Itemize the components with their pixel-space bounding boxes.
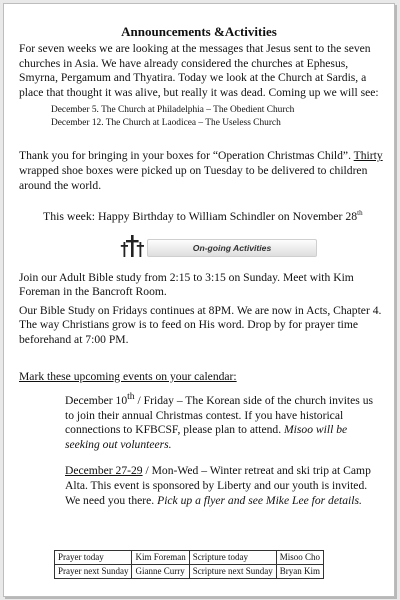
birthday-line: This week: Happy Birthday to William Schindler on November 28th	[43, 209, 363, 224]
table-cell: Prayer next Sunday	[55, 565, 132, 579]
table-cell: Kim Foreman	[132, 551, 189, 565]
table-cell: Gianne Curry	[132, 565, 189, 579]
announcements-body	[19, 42, 384, 508]
schedule-item: December 12. The Church at Laodicea – The Useless Church	[51, 118, 281, 129]
crosses-icon	[119, 233, 145, 259]
table-cell: Bryan Kim	[276, 565, 323, 579]
table-row	[55, 565, 324, 579]
table-cell: Scripture next Sunday	[189, 565, 276, 579]
calendar-heading: Mark these upcoming events on your calendar:	[19, 369, 237, 383]
schedule-item: December 5. The Church at Philadelphia – The Obedient Church	[51, 105, 295, 116]
table-cell: Prayer today	[55, 551, 132, 565]
calendar-event: December 27-29 / Mon-Wed – Winter retreat and ski trip at Camp Alta. This event is sponsored by Liberty and our youth is invited. We need you there. Pick up a flyer and see Mike Lee for details.	[65, 464, 371, 507]
table-cell: Misoo Cho	[276, 551, 323, 565]
thanks-count: Thirty	[353, 149, 383, 163]
bulletin-page	[3, 3, 395, 597]
table-cell: Scripture today	[189, 551, 276, 565]
schedule-list	[51, 104, 384, 130]
thanks-paragraph: Thank you for bringing in your boxes for “Operation Christmas Child”. Thirty wrapped shoe boxes were picked up on Tuesday to be delivered to children around the world.	[19, 149, 383, 192]
ongoing-activities-label: On-going Activities	[147, 239, 317, 257]
ongoing-item: Our Bible Study on Fridays continues at 8PM. We are now in Acts, Chapter 4. The way Christians grow is to feed on His word. Drop by for prayer time beforehand at 7:00 PM.	[19, 303, 382, 347]
table-row	[55, 551, 324, 565]
intro-paragraph: For seven weeks we are looking at the messages that Jesus sent to the seven churches in Asia. We have already considered the churches at Ephesus, Smyrna, Pergamum and Thyatira. Today we look at the Church at Sardis, a place that thought it was alive, but really it was dead. Coming up we will see:	[19, 42, 379, 99]
page-title: Announcements &Activities	[121, 24, 277, 39]
calendar-event: December 10th / Friday – The Korean side of the church invites us to join their annual Christmas contest. If you have historical connections to KFBCSF, please plan to attend. Misoo will be seeking out volunteers.	[65, 391, 374, 451]
ongoing-item: Join our Adult Bible study from 2:15 to 3:15 on Sunday. Meet with Kim Foreman in the Bancroft Room.	[19, 270, 354, 299]
prayer-scripture-table	[54, 550, 324, 579]
ongoing-activities-banner	[19, 233, 384, 263]
